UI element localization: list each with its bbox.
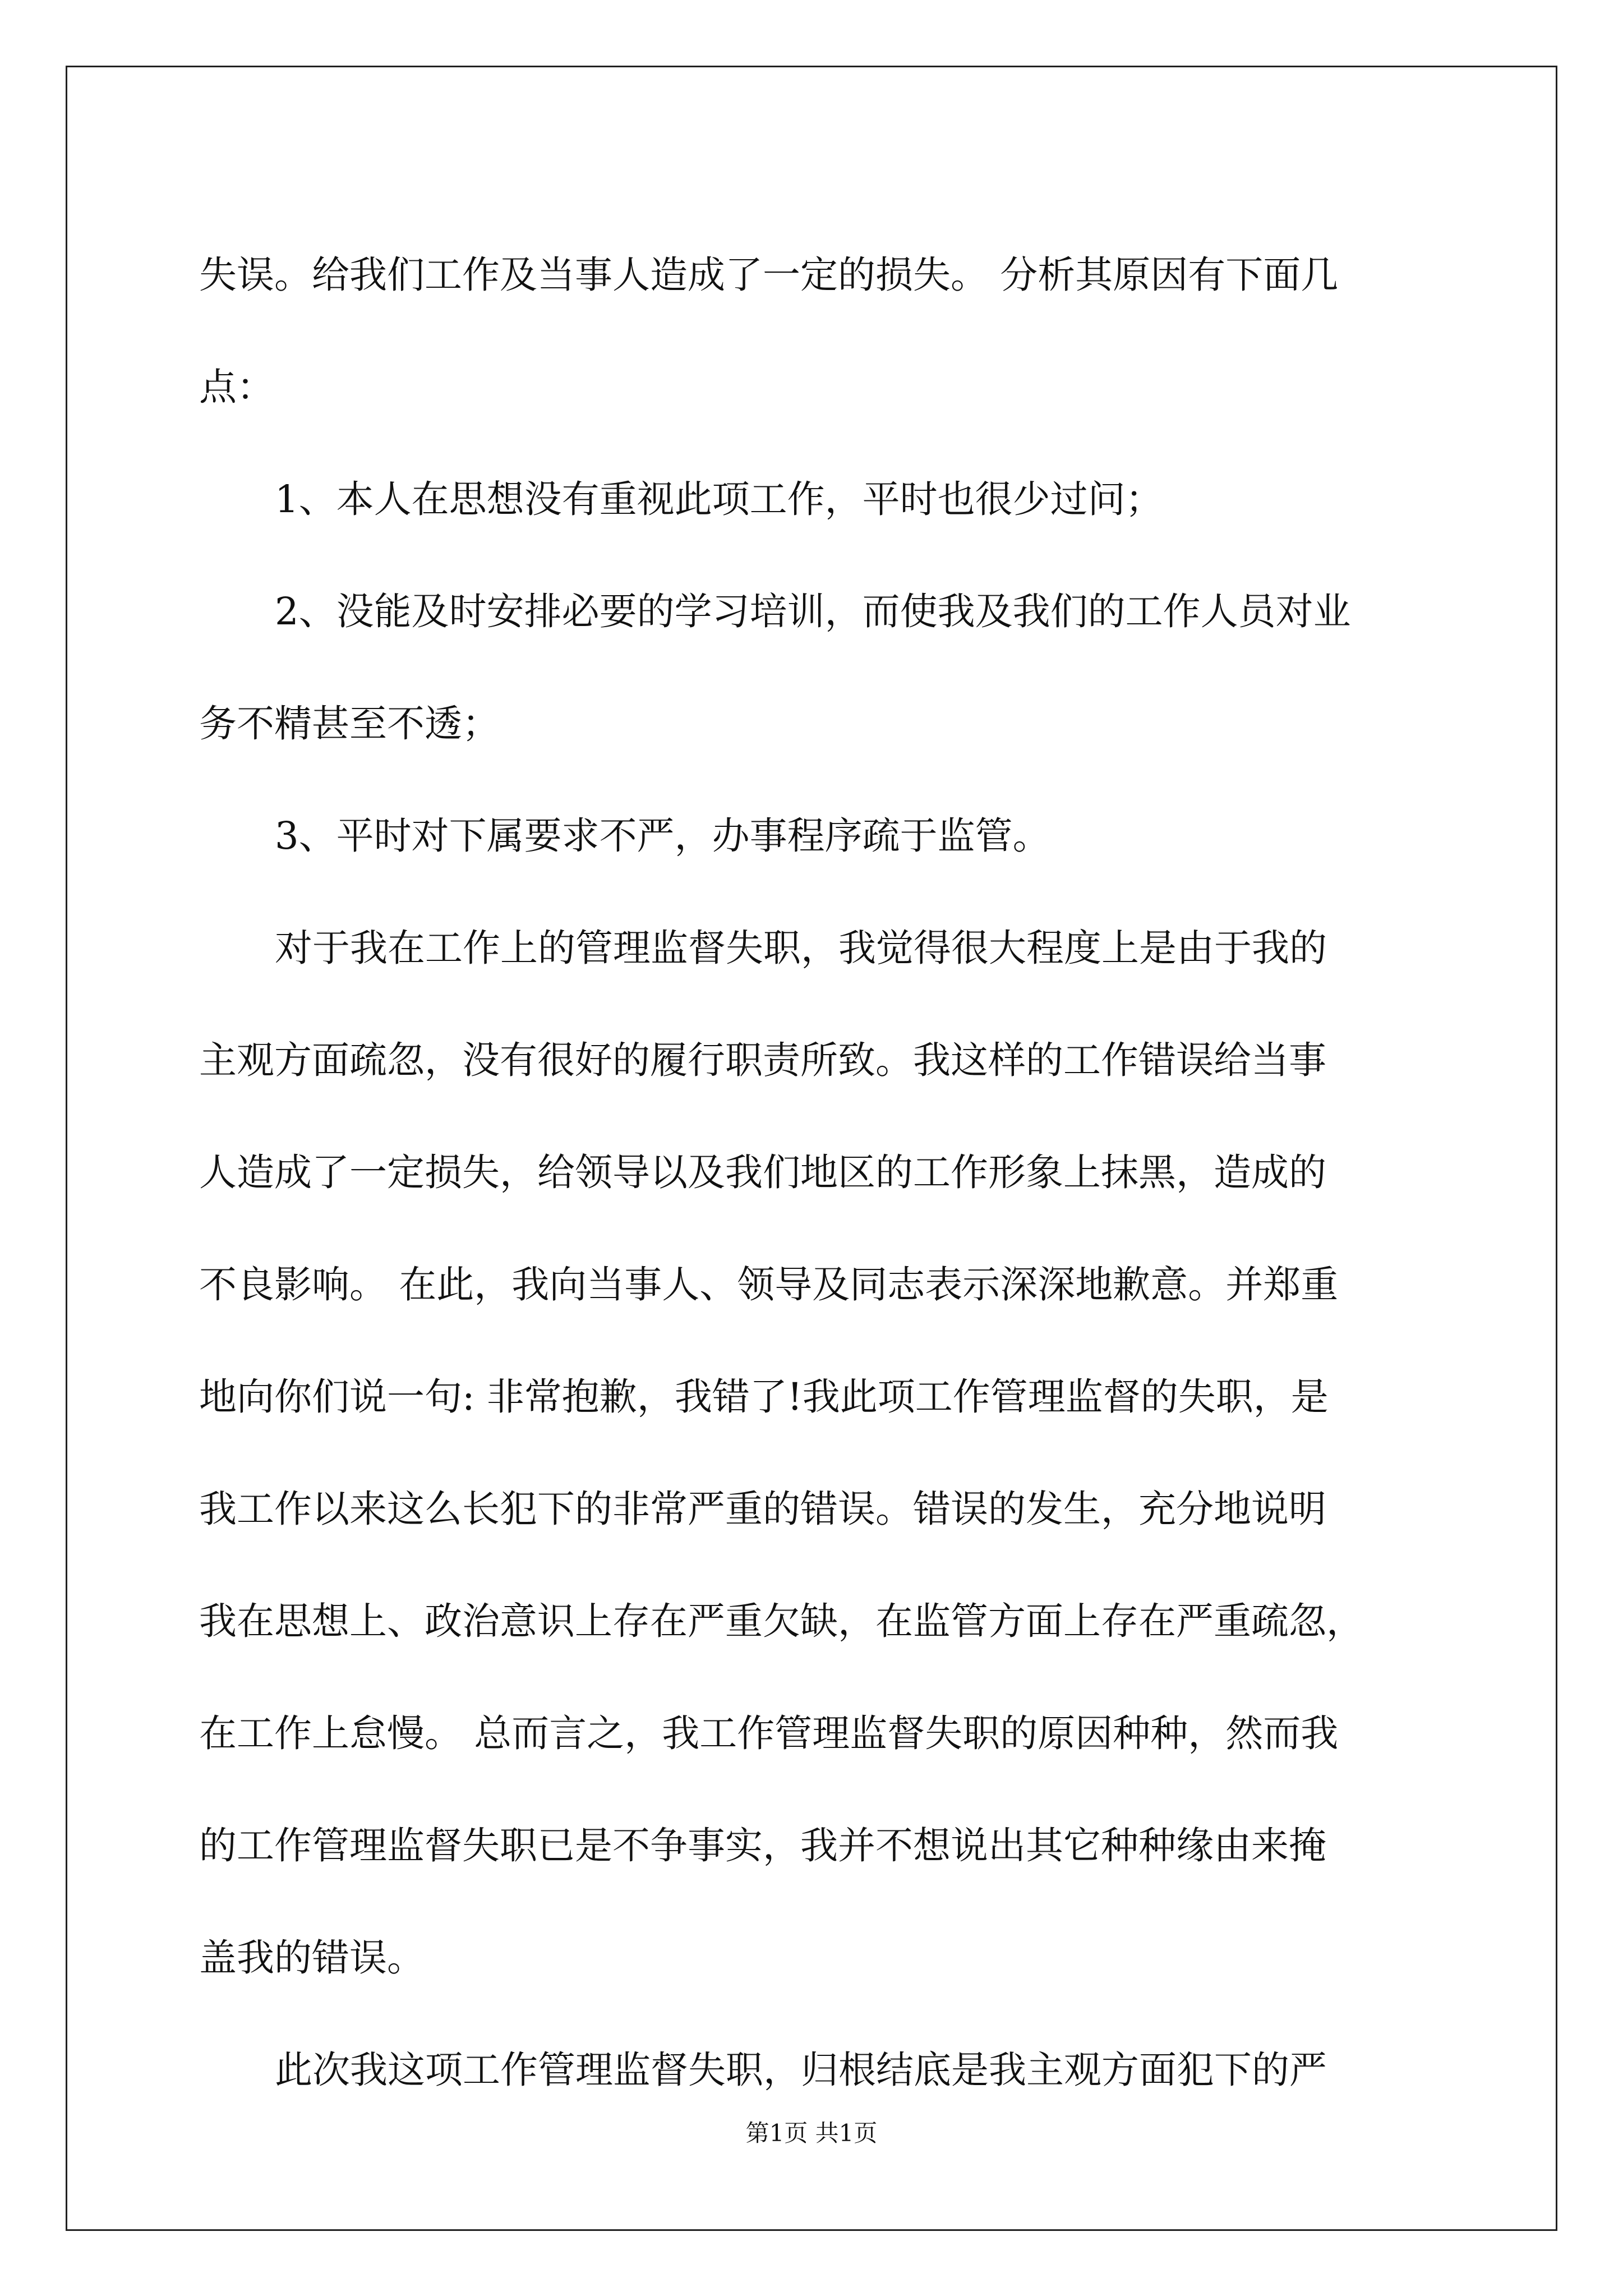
text-line: 1、本人在思想没有重视此项工作，平时也很少过问； bbox=[275, 477, 1163, 521]
text-line: 人造成了一定损失，给领导以及我们地区的工作形象上抹黑，造成的 bbox=[199, 1151, 1326, 1194]
text-line: 在工作上怠慢。 总而言之，我工作管理监督失职的原因种种，然而我 bbox=[199, 1711, 1339, 1755]
text-line: 务不精甚至不透； bbox=[199, 702, 500, 746]
text-line: 不良影响。 在此，我向当事人、领导及同志表示深深地歉意。并郑重 bbox=[199, 1263, 1339, 1306]
text-line: 我在思想上、政治意识上存在严重欠缺，在监管方面上存在严重疏忽， bbox=[199, 1599, 1364, 1643]
text-line: 3、平时对下属要求不严，办事程序疏于监管。 bbox=[275, 814, 1050, 858]
text-line: 2、没能及时安排必要的学习培训，而使我及我们的工作人员对业 bbox=[275, 590, 1351, 633]
text-line: 点： bbox=[199, 365, 274, 409]
text-line: 地向你们说一句: 非常抱歉，我错了!我此项工作管理监督的失职，是 bbox=[199, 1375, 1329, 1419]
text-line: 失误。给我们工作及当事人造成了一定的损失。 分析其原因有下面几 bbox=[199, 253, 1339, 297]
text-line: 的工作管理监督失职已是不争事实，我并不想说出其它种种缘由来掩 bbox=[199, 1824, 1326, 1867]
page-footer: 第1页 共1页 bbox=[745, 2119, 878, 2147]
text-line: 盖我的错误。 bbox=[199, 1936, 425, 1980]
document-body bbox=[199, 219, 1455, 2126]
text-line: 此次我这项工作管理监督失职，归根结底是我主观方面犯下的严 bbox=[275, 2048, 1327, 2092]
text-line: 我工作以来这么长犯下的非常严重的错误。错误的发生，充分地说明 bbox=[199, 1487, 1326, 1531]
text-line: 对于我在工作上的管理监督失职，我觉得很大程度上是由于我的 bbox=[275, 926, 1327, 970]
text-line: 主观方面疏忽，没有很好的履行职责所致。我这样的工作错误给当事 bbox=[199, 1038, 1326, 1082]
